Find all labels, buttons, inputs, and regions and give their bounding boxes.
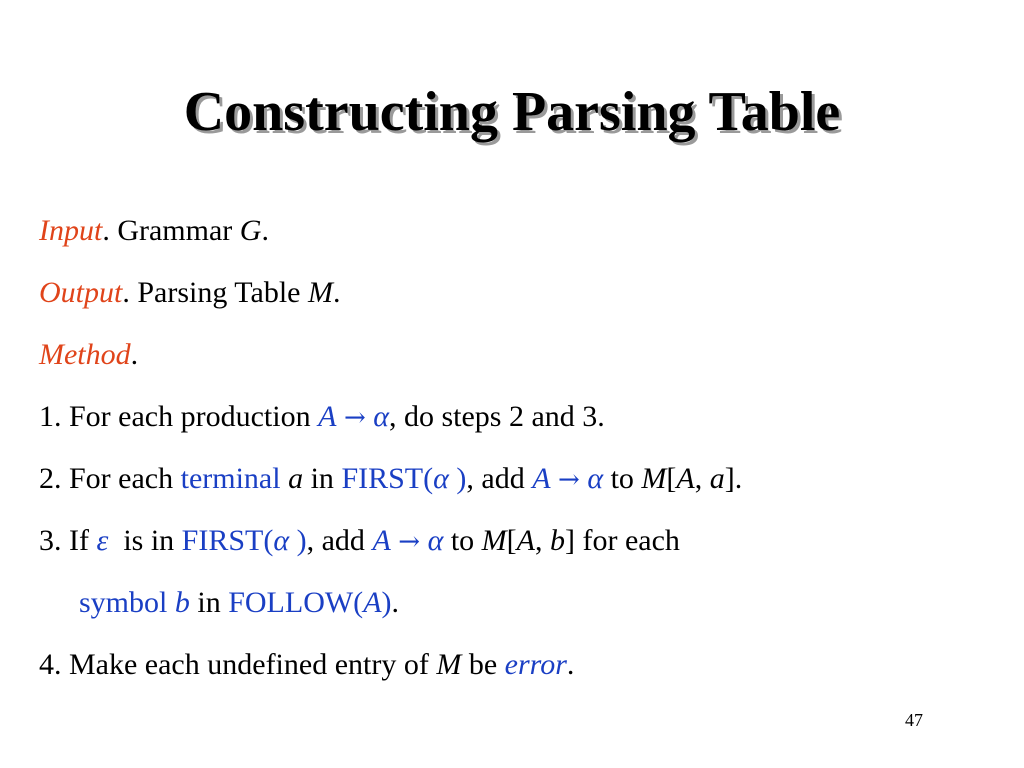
step4-end: .	[566, 648, 575, 681]
method-label: Method	[39, 338, 131, 371]
table-M: M	[641, 462, 667, 495]
input-line	[39, 214, 269, 247]
follow-close: )	[381, 586, 392, 619]
symbol-b: b	[174, 586, 190, 619]
nonterminal-A: A	[363, 586, 382, 619]
step3-to: to	[443, 524, 482, 557]
output-end: .	[333, 276, 341, 309]
method-end: .	[130, 338, 139, 371]
page-number: 47	[905, 710, 923, 730]
first-close: )	[448, 462, 467, 495]
table-M: M	[481, 524, 507, 557]
output-line	[39, 276, 341, 309]
comma: ,	[534, 524, 550, 557]
table-M: M	[436, 648, 462, 681]
step-3-continued	[79, 586, 399, 619]
step4-prefix: 4. Make each undefined entry of	[39, 648, 437, 681]
grammar-symbol: G	[239, 214, 262, 247]
bracket-open: [	[506, 524, 517, 557]
slide-title: Constructing Parsing Table	[183, 81, 841, 143]
step3-cont-end: .	[391, 586, 400, 619]
terminal-a: a	[288, 462, 304, 495]
terminal-word: terminal	[180, 462, 289, 495]
bracket-close: ].	[724, 462, 743, 495]
output-label: Output	[39, 276, 123, 309]
arrow-symbol: →	[398, 527, 421, 557]
alpha-symbol: α	[587, 462, 604, 495]
step1-prefix: 1. For each production	[39, 400, 319, 433]
step3-is-in: is in	[108, 524, 182, 557]
step3-prefix: 3. If	[39, 524, 97, 557]
alpha-symbol: α	[273, 524, 290, 557]
step2-in: in	[303, 462, 342, 495]
step-3	[39, 524, 680, 557]
step3-add: , add	[306, 524, 373, 557]
arrow-symbol: →	[558, 465, 580, 495]
step2-to: to	[603, 462, 642, 495]
terminal-a: a	[709, 462, 725, 495]
step4-be: be	[461, 648, 505, 681]
step-1	[39, 400, 605, 433]
nonterminal-A: A	[516, 524, 535, 557]
first-function: FIRST(	[181, 524, 274, 557]
symbol-b: b	[549, 524, 565, 557]
input-label: Input	[39, 214, 103, 247]
step2-add: , add	[466, 462, 533, 495]
method-line	[39, 338, 138, 371]
first-close: )	[289, 524, 307, 557]
table-symbol: M	[308, 276, 333, 309]
follow-function: FOLLOW(	[228, 586, 364, 619]
output-text: . Parsing Table	[122, 276, 308, 309]
input-end: .	[261, 214, 269, 247]
nonterminal-A: A	[532, 462, 551, 495]
symbol-word: symbol	[79, 586, 175, 619]
nonterminal-A: A	[372, 524, 391, 557]
step2-prefix: 2. For each	[39, 462, 181, 495]
nonterminal-A: A	[676, 462, 695, 495]
comma: ,	[694, 462, 710, 495]
first-function: FIRST(	[341, 462, 434, 495]
nonterminal-A: A	[318, 400, 337, 433]
alpha-symbol: α	[373, 400, 389, 433]
step3-rest: ] for each	[564, 524, 680, 557]
step1-rest: , do steps 2 and 3.	[388, 400, 605, 433]
arrow-symbol: →	[343, 403, 366, 433]
input-text: . Grammar	[102, 214, 240, 247]
epsilon-symbol: ε	[96, 524, 109, 557]
alpha-symbol: α	[433, 462, 449, 495]
error-word: error	[504, 648, 567, 681]
step3-cont-in: in	[189, 586, 229, 619]
bracket-open: [	[666, 462, 677, 495]
step-4	[39, 648, 574, 681]
alpha-symbol: α	[427, 524, 444, 557]
step-2	[39, 462, 742, 495]
